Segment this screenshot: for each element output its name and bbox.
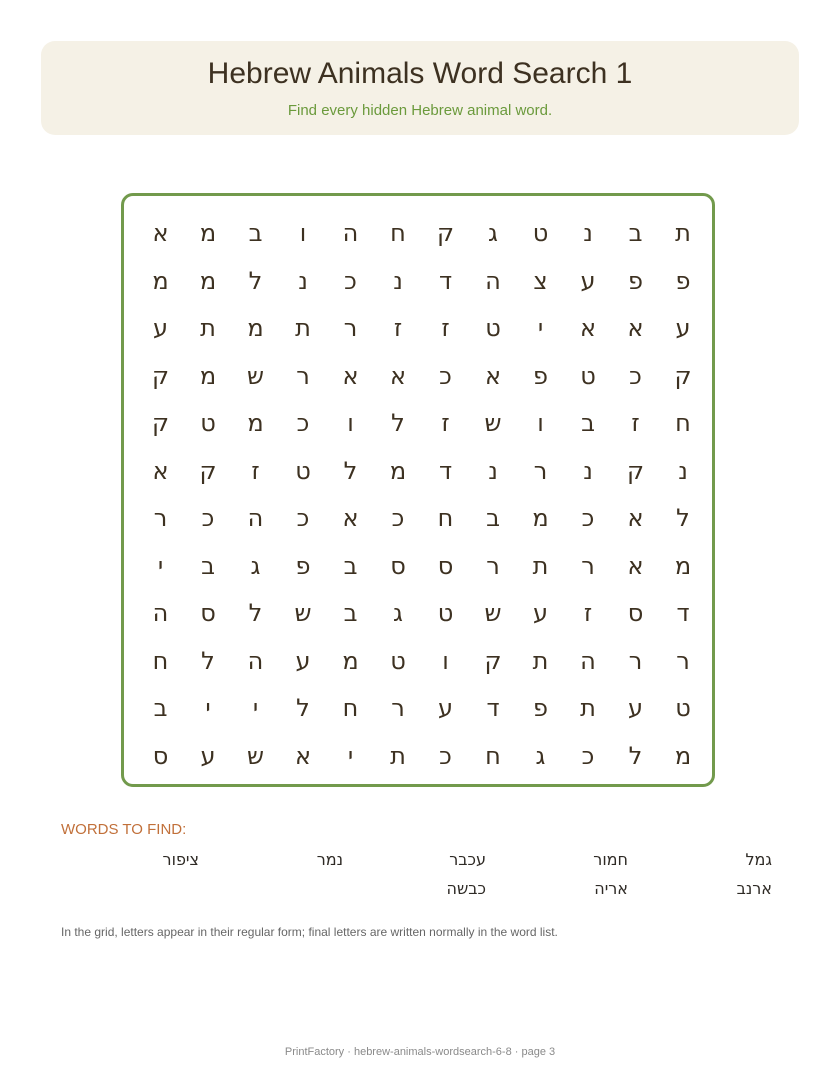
grid-cell[interactable]: ד bbox=[438, 266, 453, 295]
grid-cell[interactable]: ש bbox=[294, 599, 312, 627]
grid-cell[interactable]: ל bbox=[628, 741, 643, 770]
grid-cell[interactable]: מ bbox=[342, 646, 359, 675]
grid-cell[interactable]: ח bbox=[437, 504, 454, 532]
grid-cell[interactable]: ה bbox=[152, 599, 169, 627]
grid-cell[interactable]: ב bbox=[486, 504, 500, 532]
grid-cell[interactable]: ש bbox=[246, 361, 264, 390]
grid-cell[interactable]: כ bbox=[629, 361, 642, 390]
grid-cell[interactable]: ל bbox=[391, 409, 405, 437]
word-item: כבשה bbox=[446, 879, 486, 898]
word-search-grid bbox=[121, 193, 715, 787]
grid-cell[interactable]: כ bbox=[296, 409, 310, 437]
grid-cell[interactable]: ה bbox=[485, 266, 501, 295]
grid-cell[interactable]: א bbox=[484, 361, 502, 390]
grid-cell[interactable]: מ bbox=[389, 456, 407, 485]
grid-cell[interactable]: ז bbox=[251, 456, 260, 485]
page-header bbox=[41, 41, 799, 135]
grid-cell[interactable]: ק bbox=[199, 456, 217, 485]
grid-cell[interactable]: י bbox=[157, 551, 164, 580]
grid-cell[interactable]: א bbox=[342, 361, 359, 390]
grid-cell[interactable]: א bbox=[152, 456, 169, 485]
grid-cell[interactable]: ב bbox=[628, 219, 643, 247]
word-item: ארנב bbox=[736, 879, 772, 898]
grid-cell[interactable]: נ bbox=[678, 456, 688, 485]
grid-cell[interactable]: נ bbox=[393, 266, 403, 295]
grid-cell[interactable]: ד bbox=[438, 456, 453, 485]
word-item: נמר bbox=[316, 850, 343, 869]
grid-cell[interactable]: ט bbox=[390, 646, 406, 675]
grid-cell[interactable]: ת bbox=[532, 551, 549, 580]
grid-cell[interactable]: ת bbox=[580, 694, 596, 722]
grid-cell[interactable]: ק bbox=[151, 361, 170, 390]
grid-cell[interactable]: פ bbox=[675, 266, 691, 295]
grid-cell[interactable]: ת bbox=[200, 314, 216, 342]
grid-cell[interactable]: ע bbox=[532, 599, 549, 627]
grid-cell[interactable]: ק bbox=[626, 456, 645, 485]
grid-cell[interactable]: ל bbox=[248, 266, 263, 295]
grid-cell[interactable]: ו bbox=[347, 409, 354, 437]
grid-cell[interactable]: א bbox=[627, 551, 644, 580]
grid-cell[interactable]: מ bbox=[674, 741, 692, 770]
grid-cell[interactable]: ס bbox=[390, 551, 406, 580]
grid-cell[interactable]: ע bbox=[152, 314, 169, 342]
grid-cell[interactable]: ק bbox=[151, 409, 170, 437]
grid-cell[interactable]: ש bbox=[484, 409, 502, 437]
grid-cell[interactable]: ל bbox=[248, 599, 263, 627]
grid-cell[interactable]: ו bbox=[537, 409, 544, 437]
grid-cell[interactable]: ח bbox=[675, 409, 691, 437]
grid-cell[interactable]: ו bbox=[442, 646, 449, 675]
page-title: Hebrew Animals Word Search 1 bbox=[207, 57, 633, 90]
grid-cell[interactable]: נ bbox=[583, 456, 593, 485]
grid-cell[interactable]: ל bbox=[343, 456, 358, 485]
word-item: אריה bbox=[594, 879, 628, 898]
grid-cell[interactable]: ר bbox=[153, 504, 168, 532]
grid-cell[interactable]: ב bbox=[343, 551, 358, 580]
grid-cell[interactable]: נ bbox=[583, 219, 593, 247]
grid-cell[interactable]: ת bbox=[295, 314, 311, 342]
grid-cell[interactable]: ה bbox=[247, 646, 264, 675]
grid-cell[interactable]: מ bbox=[199, 266, 217, 295]
grid-cell[interactable]: ר bbox=[296, 361, 310, 390]
grid-cell[interactable]: ט bbox=[580, 361, 596, 390]
grid-cell[interactable]: מ bbox=[152, 266, 169, 295]
grid-cell[interactable]: ק bbox=[674, 361, 692, 390]
grid-cell[interactable]: א bbox=[627, 504, 644, 532]
grid-cell[interactable]: צ bbox=[533, 266, 548, 295]
grid-cell[interactable]: מ bbox=[674, 551, 692, 580]
grid-cell[interactable]: ה bbox=[342, 219, 359, 247]
grid-cell[interactable]: נ bbox=[298, 266, 308, 295]
grid-cell[interactable]: פ bbox=[533, 694, 548, 722]
grid-cell[interactable]: א bbox=[294, 741, 312, 770]
grid-cell[interactable]: כ bbox=[439, 741, 452, 770]
grid-cell[interactable]: ע bbox=[200, 741, 216, 770]
grid-cell[interactable]: ת bbox=[390, 741, 406, 770]
grid-cell[interactable]: ב bbox=[248, 219, 263, 247]
grid-cell[interactable]: ט bbox=[200, 409, 216, 437]
page-subtitle: Find every hidden Hebrew animal word. bbox=[287, 102, 553, 119]
grid-cell[interactable]: ז bbox=[393, 314, 403, 342]
grid-cell[interactable]: ד bbox=[486, 694, 500, 722]
grid-cell[interactable]: ז bbox=[441, 314, 450, 342]
word-item: עכבר bbox=[449, 850, 486, 869]
grid-cell[interactable]: י bbox=[252, 694, 259, 722]
grid-cell[interactable]: א bbox=[342, 504, 359, 532]
grid-cell[interactable]: כ bbox=[201, 504, 215, 532]
grid-cell[interactable]: ג bbox=[488, 219, 498, 247]
grid-cell[interactable]: ג bbox=[535, 741, 546, 770]
word-item: גמל bbox=[745, 850, 772, 869]
words-heading: WORDS TO FIND: bbox=[61, 821, 187, 838]
grid-cell[interactable]: ר bbox=[486, 551, 500, 580]
grid-cell[interactable]: ג bbox=[250, 551, 261, 580]
grid-cell[interactable]: מ bbox=[247, 314, 264, 342]
grid-cell[interactable]: כ bbox=[344, 266, 357, 295]
grid-cell[interactable]: ד bbox=[676, 599, 690, 627]
word-item: חמור bbox=[593, 850, 628, 869]
grid-cell[interactable]: מ bbox=[199, 361, 217, 390]
grid-cell[interactable]: ס bbox=[200, 599, 216, 627]
grid-cell[interactable]: ל bbox=[296, 694, 310, 722]
grid-cell[interactable]: ש bbox=[484, 599, 502, 627]
grid-cell[interactable]: ר bbox=[533, 456, 548, 485]
grid-cell[interactable]: ק bbox=[484, 646, 502, 675]
grid-cell[interactable]: ג bbox=[393, 599, 403, 627]
grid-cell[interactable]: ק bbox=[436, 219, 455, 247]
grid-cell[interactable]: ט bbox=[295, 456, 311, 485]
grid-cell[interactable]: פ bbox=[295, 551, 311, 580]
grid-cell[interactable]: ו bbox=[299, 219, 307, 247]
grid-cell[interactable]: ט bbox=[437, 599, 454, 627]
word-item: ציפור bbox=[162, 850, 199, 869]
grid-cell[interactable]: י bbox=[347, 741, 354, 770]
grid-cell[interactable]: כ bbox=[296, 504, 310, 532]
grid-cell[interactable]: ז bbox=[631, 409, 640, 437]
grid-cell[interactable]: ט bbox=[675, 694, 691, 722]
grid-cell[interactable]: ר bbox=[343, 314, 358, 342]
grid-cell[interactable]: ב bbox=[343, 599, 358, 627]
grid-cell[interactable]: מ bbox=[199, 219, 217, 247]
grid-cell[interactable]: ז bbox=[441, 409, 450, 437]
grid-cell[interactable]: כ bbox=[581, 741, 595, 770]
grid-cell[interactable]: ע bbox=[675, 314, 691, 342]
grid-cell[interactable]: א bbox=[579, 314, 597, 342]
grid-cell[interactable]: א bbox=[389, 361, 407, 390]
grid-cell[interactable]: ע bbox=[580, 266, 596, 295]
grid-cell[interactable]: ה bbox=[580, 646, 596, 675]
grid-cell[interactable]: ב bbox=[581, 409, 595, 437]
grid-cell[interactable]: ר bbox=[391, 694, 405, 722]
grid-cell[interactable]: ט bbox=[485, 314, 501, 342]
grid-cell[interactable]: ר bbox=[676, 646, 690, 675]
grid-cell[interactable]: ת bbox=[675, 219, 691, 247]
grid-cell[interactable]: י bbox=[537, 314, 544, 342]
grid-cell[interactable]: ס bbox=[152, 741, 169, 770]
grid-cell[interactable]: פ bbox=[533, 361, 548, 390]
grid-cell[interactable]: ז bbox=[583, 599, 593, 627]
grid-cell[interactable]: ח bbox=[342, 694, 359, 722]
grid-cell[interactable]: ח bbox=[485, 741, 501, 770]
grid-cell[interactable]: כ bbox=[391, 504, 405, 532]
grid-cell[interactable]: ב bbox=[153, 694, 168, 722]
grid-cell[interactable]: ס bbox=[627, 599, 644, 627]
grid-cell[interactable]: י bbox=[205, 694, 211, 722]
grid-cell[interactable]: כ bbox=[439, 361, 452, 390]
grid-cell[interactable]: ב bbox=[201, 551, 215, 580]
instructions-note: In the grid, letters appear in their regular form; final letters are written normally in the word list. bbox=[61, 925, 558, 939]
grid-cell[interactable]: ט bbox=[532, 219, 549, 247]
grid-cell[interactable]: ע bbox=[627, 694, 644, 722]
grid-cell[interactable]: מ bbox=[247, 409, 264, 437]
grid-cell[interactable]: ח bbox=[390, 219, 406, 247]
grid-cell[interactable]: ש bbox=[246, 741, 264, 770]
grid-cell[interactable]: ע bbox=[437, 694, 454, 722]
grid-cell[interactable]: פ bbox=[628, 266, 643, 295]
grid-cell[interactable]: א bbox=[152, 219, 169, 247]
grid-cell[interactable]: ר bbox=[628, 646, 643, 675]
page-footer: PrintFactory · hebrew-animals-wordsearch-6-8 · page 3 bbox=[284, 1046, 556, 1058]
grid-cell[interactable]: ר bbox=[581, 551, 595, 580]
grid-cell[interactable]: ל bbox=[201, 646, 215, 675]
grid-cell[interactable]: ס bbox=[437, 551, 454, 580]
grid-cell[interactable]: ל bbox=[676, 504, 690, 532]
grid-cell[interactable]: מ bbox=[532, 504, 549, 532]
grid-cell[interactable]: נ bbox=[488, 456, 498, 485]
grid-cell[interactable]: א bbox=[627, 314, 644, 342]
grid-cell[interactable]: ע bbox=[295, 646, 311, 675]
grid-cell[interactable]: ה bbox=[247, 504, 264, 532]
grid-cell[interactable]: ת bbox=[532, 646, 549, 675]
grid-cell[interactable]: כ bbox=[581, 504, 595, 532]
grid-cell[interactable]: ח bbox=[152, 646, 169, 675]
